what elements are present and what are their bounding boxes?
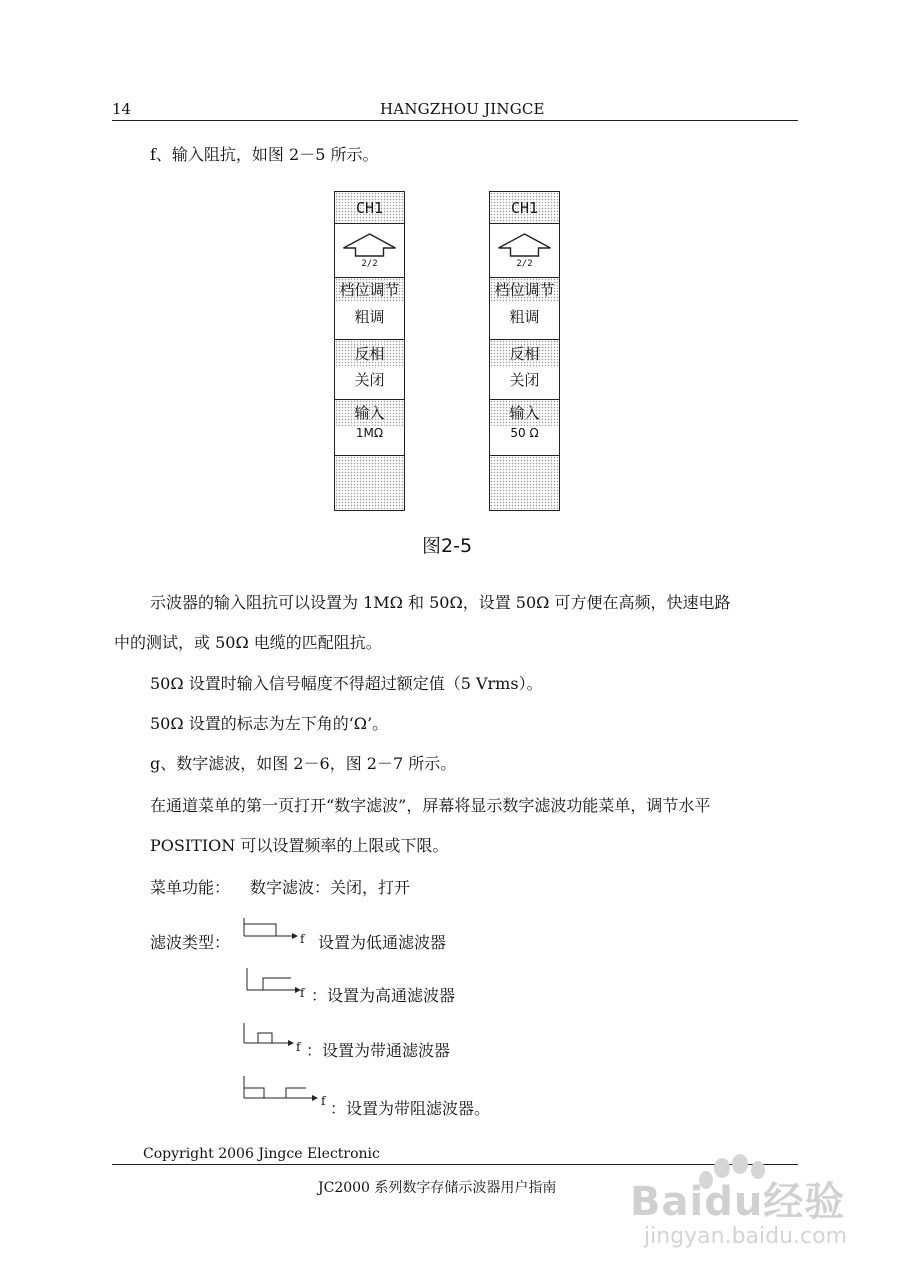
watermark-brand: Baidu经验: [630, 1179, 846, 1225]
bandpass-filter-icon: [240, 1021, 296, 1047]
menu-volts-value[interactable]: 粗调: [490, 302, 559, 340]
menu-page-cell[interactable]: [490, 224, 559, 278]
menu-empty-cell: [490, 456, 559, 509]
menu-invert-value[interactable]: 关闭: [490, 368, 559, 400]
bandstop-desc: ：设置为带阻滤波器。: [330, 1099, 491, 1118]
lowpass-filter-icon: [240, 916, 300, 940]
watermark-url: jingyan.baidu.com: [644, 1224, 848, 1249]
menu-input-label: 输入: [490, 400, 559, 426]
page-up-arrow-icon: [335, 230, 404, 258]
footer-guide-title: JC2000 系列数字存储示波器用户指南: [318, 1180, 557, 1196]
menu-volts-label: 档位调节: [490, 278, 559, 302]
channel-menu-50ohm: [489, 191, 560, 511]
menu-invert-value[interactable]: 关闭: [335, 368, 404, 400]
lowpass-desc: 设置为低通滤波器: [318, 933, 447, 952]
menu-channel-label: CH1: [335, 192, 404, 224]
menu-input-label: 输入: [335, 400, 404, 426]
page-number: 14: [112, 100, 132, 118]
channel-menu-1mohm: [334, 191, 405, 511]
highpass-symbol: f: [300, 986, 305, 1000]
bandpass-desc: ：设置为带通滤波器: [306, 1041, 451, 1060]
menu-input-value[interactable]: 50 Ω: [490, 426, 559, 456]
figure-caption: 图2-5: [422, 535, 473, 557]
paragraph-filter-line2: POSITION 可以设置频率的上限或下限。: [150, 836, 449, 855]
bandpass-symbol: f: [296, 1040, 301, 1054]
menu-channel-label: CH1: [490, 192, 559, 224]
baidu-watermark: [630, 1150, 890, 1260]
footer-copyright: Copyright 2006 Jingce Electronic: [143, 1146, 380, 1162]
paragraph-50ohm-limit: 50Ω 设置时输入信号幅度不得超过额定值（5 Vrms）。: [150, 674, 543, 693]
menu-volts-label: 档位调节: [335, 278, 404, 302]
filter-type-label: 滤波类型：: [150, 933, 231, 952]
section-g-intro: g、数字滤波，如图 2－6，图 2－7 所示。: [150, 754, 457, 773]
header-title: HANGZHOU JINGCE: [380, 100, 545, 118]
highpass-filter-icon: [243, 966, 303, 994]
menu-function-label: 菜单功能：: [150, 878, 231, 897]
menu-invert-label: 反相: [490, 340, 559, 368]
highpass-desc: ：设置为高通滤波器: [311, 986, 456, 1005]
bandstop-symbol: f: [321, 1094, 326, 1108]
menu-page-indicator: 2/2: [516, 259, 533, 269]
menu-function-value: 数字滤波：关闭，打开: [250, 878, 411, 897]
header-rule: [112, 120, 798, 121]
menu-page-indicator: 2/2: [361, 259, 378, 269]
bandstop-filter-icon: [240, 1074, 322, 1102]
menu-invert-label: 反相: [335, 340, 404, 368]
menu-empty-cell: [335, 456, 404, 509]
page-up-arrow-icon: [490, 230, 559, 258]
menu-volts-value[interactable]: 粗调: [335, 302, 404, 340]
section-f-intro: f、输入阻抗，如图 2－5 所示。: [150, 145, 379, 164]
paragraph-filter-line1: 在通道菜单的第一页打开“数字滤波”，屏幕将显示数字滤波功能菜单，调节水平: [150, 796, 711, 815]
paragraph-impedance-line2: 中的测试，或 50Ω 电缆的匹配阻抗。: [114, 633, 382, 652]
paragraph-50ohm-mark: 50Ω 设置的标志为左下角的‘Ω’。: [150, 714, 389, 733]
lowpass-symbol: f: [300, 932, 305, 946]
menu-page-cell[interactable]: [335, 224, 404, 278]
paragraph-impedance-line1: 示波器的输入阻抗可以设置为 1MΩ 和 50Ω，设置 50Ω 可方便在高频，快速电路: [150, 593, 731, 612]
menu-input-value[interactable]: 1MΩ: [335, 426, 404, 456]
